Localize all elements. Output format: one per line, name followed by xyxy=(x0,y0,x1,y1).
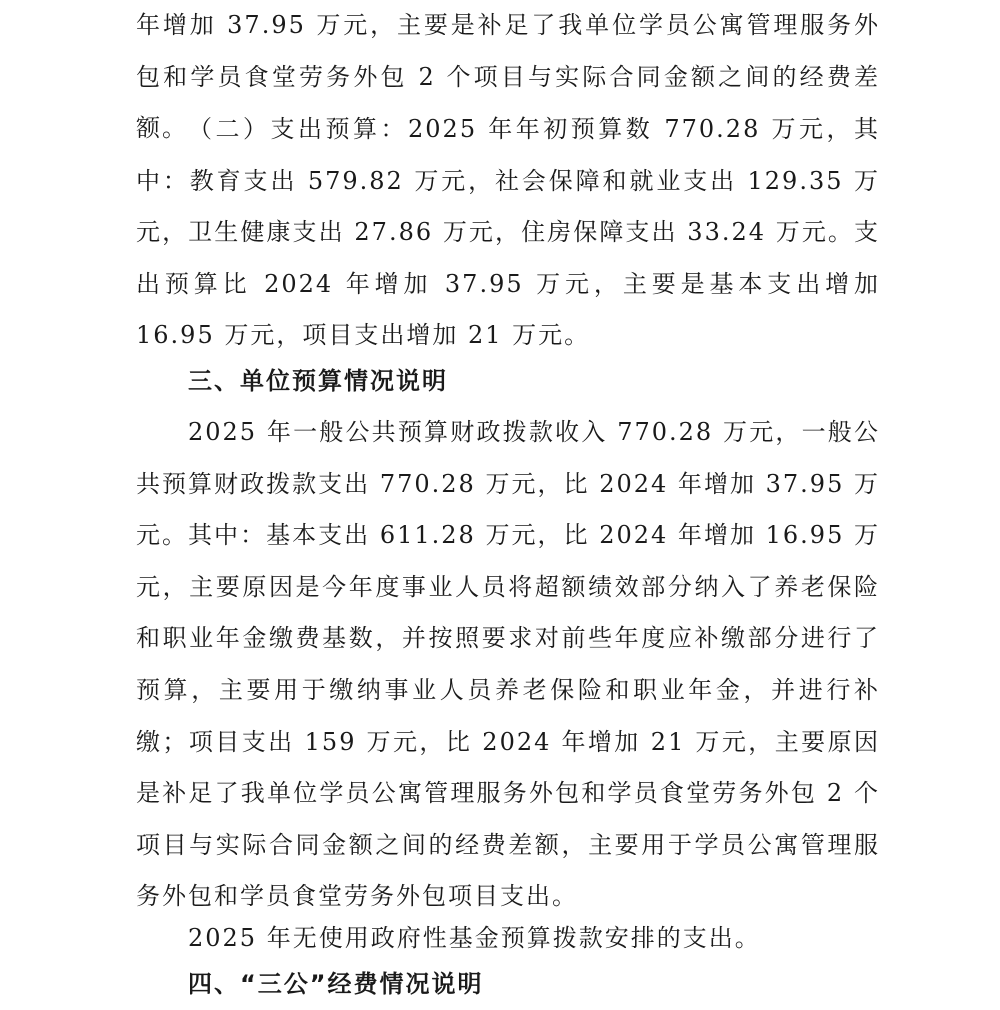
paragraph-unit-budget: 2025 年一般公共预算财政拨款收入 770.28 万元，一般公共预算财政拨款支出 770.28 万元，比 2024 年增加 37.95 万元。其中：基本支出 611.28 万元，比 2024 年增加 16.95 万元，主要原因是今年度事业人员将超额绩效部分纳入了养老保险和职业年金缴费基数，并按照要求对前些年度应补缴部分进行了预算，主要用于缴纳事业人员养老保险和职业年金，并进行补缴；项目支出 159 万元，比 2024 年增加 21 万元，主要原因是补足了我单位学员公寓管理服务外包和学员食堂劳务外包 2 个项目与实际合同金额之间的经费差额，主要用于学员公寓管理服务外包和学员食堂劳务外包项目支出。 xyxy=(136,418,880,911)
heading-section-four: 四、“三公”经费情况说明 xyxy=(188,970,484,998)
paragraph-income-carryover: 年增加 37.95 万元，主要是补足了我单位学员公寓管理服务外包和学员食堂劳务外包 2 个项目与实际合同金额之间的经费差额。 xyxy=(136,11,880,143)
heading-section-three: 三、单位预算情况说明 xyxy=(188,367,448,395)
paragraph-expenditure-budget: （二）支出预算：2025 年年初预算数 770.28 万元，其中：教育支出 579.82 万元，社会保障和就业支出 129.35 万元，卫生健康支出 27.86 万元，住房保障支出 33.24 万元。支出预算比 2024 年增加 37.95 万元，主要是基本支出增加 16.95 万元，项目支出增加 21 万元。 xyxy=(136,115,880,350)
paragraph-government-fund: 2025 年无使用政府性基金预算拨款安排的支出。 xyxy=(188,924,761,952)
